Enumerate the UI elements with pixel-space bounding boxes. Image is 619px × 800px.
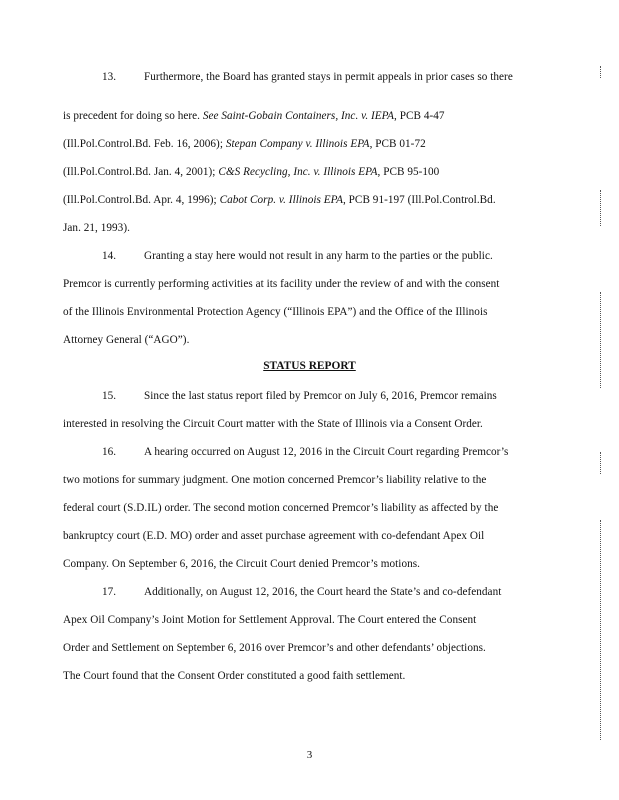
- para-15-line-2: interested in resolving the Circuit Court matter with the State of Illinois via a Consent Order.: [63, 418, 483, 430]
- para-13-text: , PCB 4-47: [394, 110, 445, 122]
- page-number: 3: [306, 749, 313, 761]
- para-16-number: 16.: [102, 446, 117, 458]
- para-17-line-3: Order and Settlement on September 6, 2016 over Premcor’s and other defendants’ objections.: [63, 642, 486, 654]
- scan-mark: [600, 292, 602, 388]
- scan-mark: [600, 452, 602, 474]
- para-14-line-2: Premcor is currently performing activities at its facility under the review of and with the consent: [63, 278, 500, 290]
- para-16-line-1: [102, 445, 508, 459]
- scan-mark: [600, 520, 602, 740]
- para-13-line-2: [63, 109, 445, 123]
- para-16-line-4: bankruptcy court (E.D. MO) order and asset purchase agreement with co-defendant Apex Oil: [63, 530, 485, 542]
- para-14-line-1: [102, 249, 493, 263]
- para-13-line-6: Jan. 21, 1993).: [63, 222, 130, 234]
- para-13-text: (Ill.Pol.Control.Bd. Feb. 16, 2006);: [63, 138, 226, 150]
- para-13-line-3: [63, 137, 426, 151]
- case-citation: Stepan Company v. Illinois EPA: [225, 138, 370, 150]
- para-17-number: 17.: [102, 586, 117, 598]
- scan-mark: [600, 190, 602, 226]
- para-16-line-2: two motions for summary judgment. One motion concerned Premcor’s liability relative to the: [63, 474, 487, 486]
- para-14-line-4: Attorney General (“AGO”).: [63, 334, 190, 346]
- para-14-number: 14.: [102, 250, 117, 262]
- para-15-line-1: [102, 389, 497, 403]
- para-16-text: A hearing occurred on August 12, 2016 in the Circuit Court regarding Premcor’s: [144, 446, 509, 458]
- para-13-text: (Ill.Pol.Control.Bd. Jan. 4, 2001);: [63, 166, 219, 178]
- para-14-line-3: of the Illinois Environmental Protection Agency (“Illinois EPA”) and the Office of the Illinois: [63, 306, 488, 318]
- para-13-text: (Ill.Pol.Control.Bd. Apr. 4, 1996);: [63, 194, 220, 206]
- para-13-text: , PCB 95-100: [377, 166, 440, 178]
- case-citation: Cabot Corp. v. Illinois EPA: [219, 194, 343, 206]
- para-16-line-5: Company. On September 6, 2016, the Circuit Court denied Premcor’s motions.: [63, 558, 420, 570]
- para-13-text: , PCB 91-197 (Ill.Pol.Control.Bd.: [342, 194, 496, 206]
- para-13-number: 13.: [102, 71, 117, 83]
- para-13-line-4: [63, 165, 439, 179]
- para-13-text: , PCB 01-72: [369, 138, 426, 150]
- para-17-line-4: The Court found that the Consent Order constituted a good faith settlement.: [63, 670, 406, 682]
- para-15-text: Since the last status report filed by Premcor on July 6, 2016, Premcor remains: [144, 390, 497, 402]
- para-17-line-2: Apex Oil Company’s Joint Motion for Settlement Approval. The Court entered the Consent: [63, 614, 477, 626]
- para-13-text: Furthermore, the Board has granted stays in permit appeals in prior cases so there: [144, 71, 513, 83]
- para-13-line-5: [63, 193, 496, 207]
- para-16-line-3: federal court (S.D.IL) order. The second motion concerned Premcor’s liability as affected by the: [63, 502, 499, 514]
- para-17-text: Additionally, on August 12, 2016, the Court heard the State’s and co-defendant: [144, 586, 502, 598]
- para-17-line-1: [102, 585, 501, 599]
- para-14-text: Granting a stay here would not result in any harm to the parties or the public.: [144, 250, 493, 262]
- para-15-number: 15.: [102, 390, 117, 402]
- scan-mark: [600, 66, 602, 78]
- section-heading: STATUS REPORT: [263, 360, 356, 372]
- para-13-line-1: [102, 70, 513, 84]
- case-citation: C&S Recycling, Inc. v. Illinois EPA: [218, 166, 378, 178]
- para-13-text: is precedent for doing so here.: [63, 110, 203, 122]
- case-citation: See Saint-Gobain Containers, Inc. v. IEPA: [202, 110, 395, 122]
